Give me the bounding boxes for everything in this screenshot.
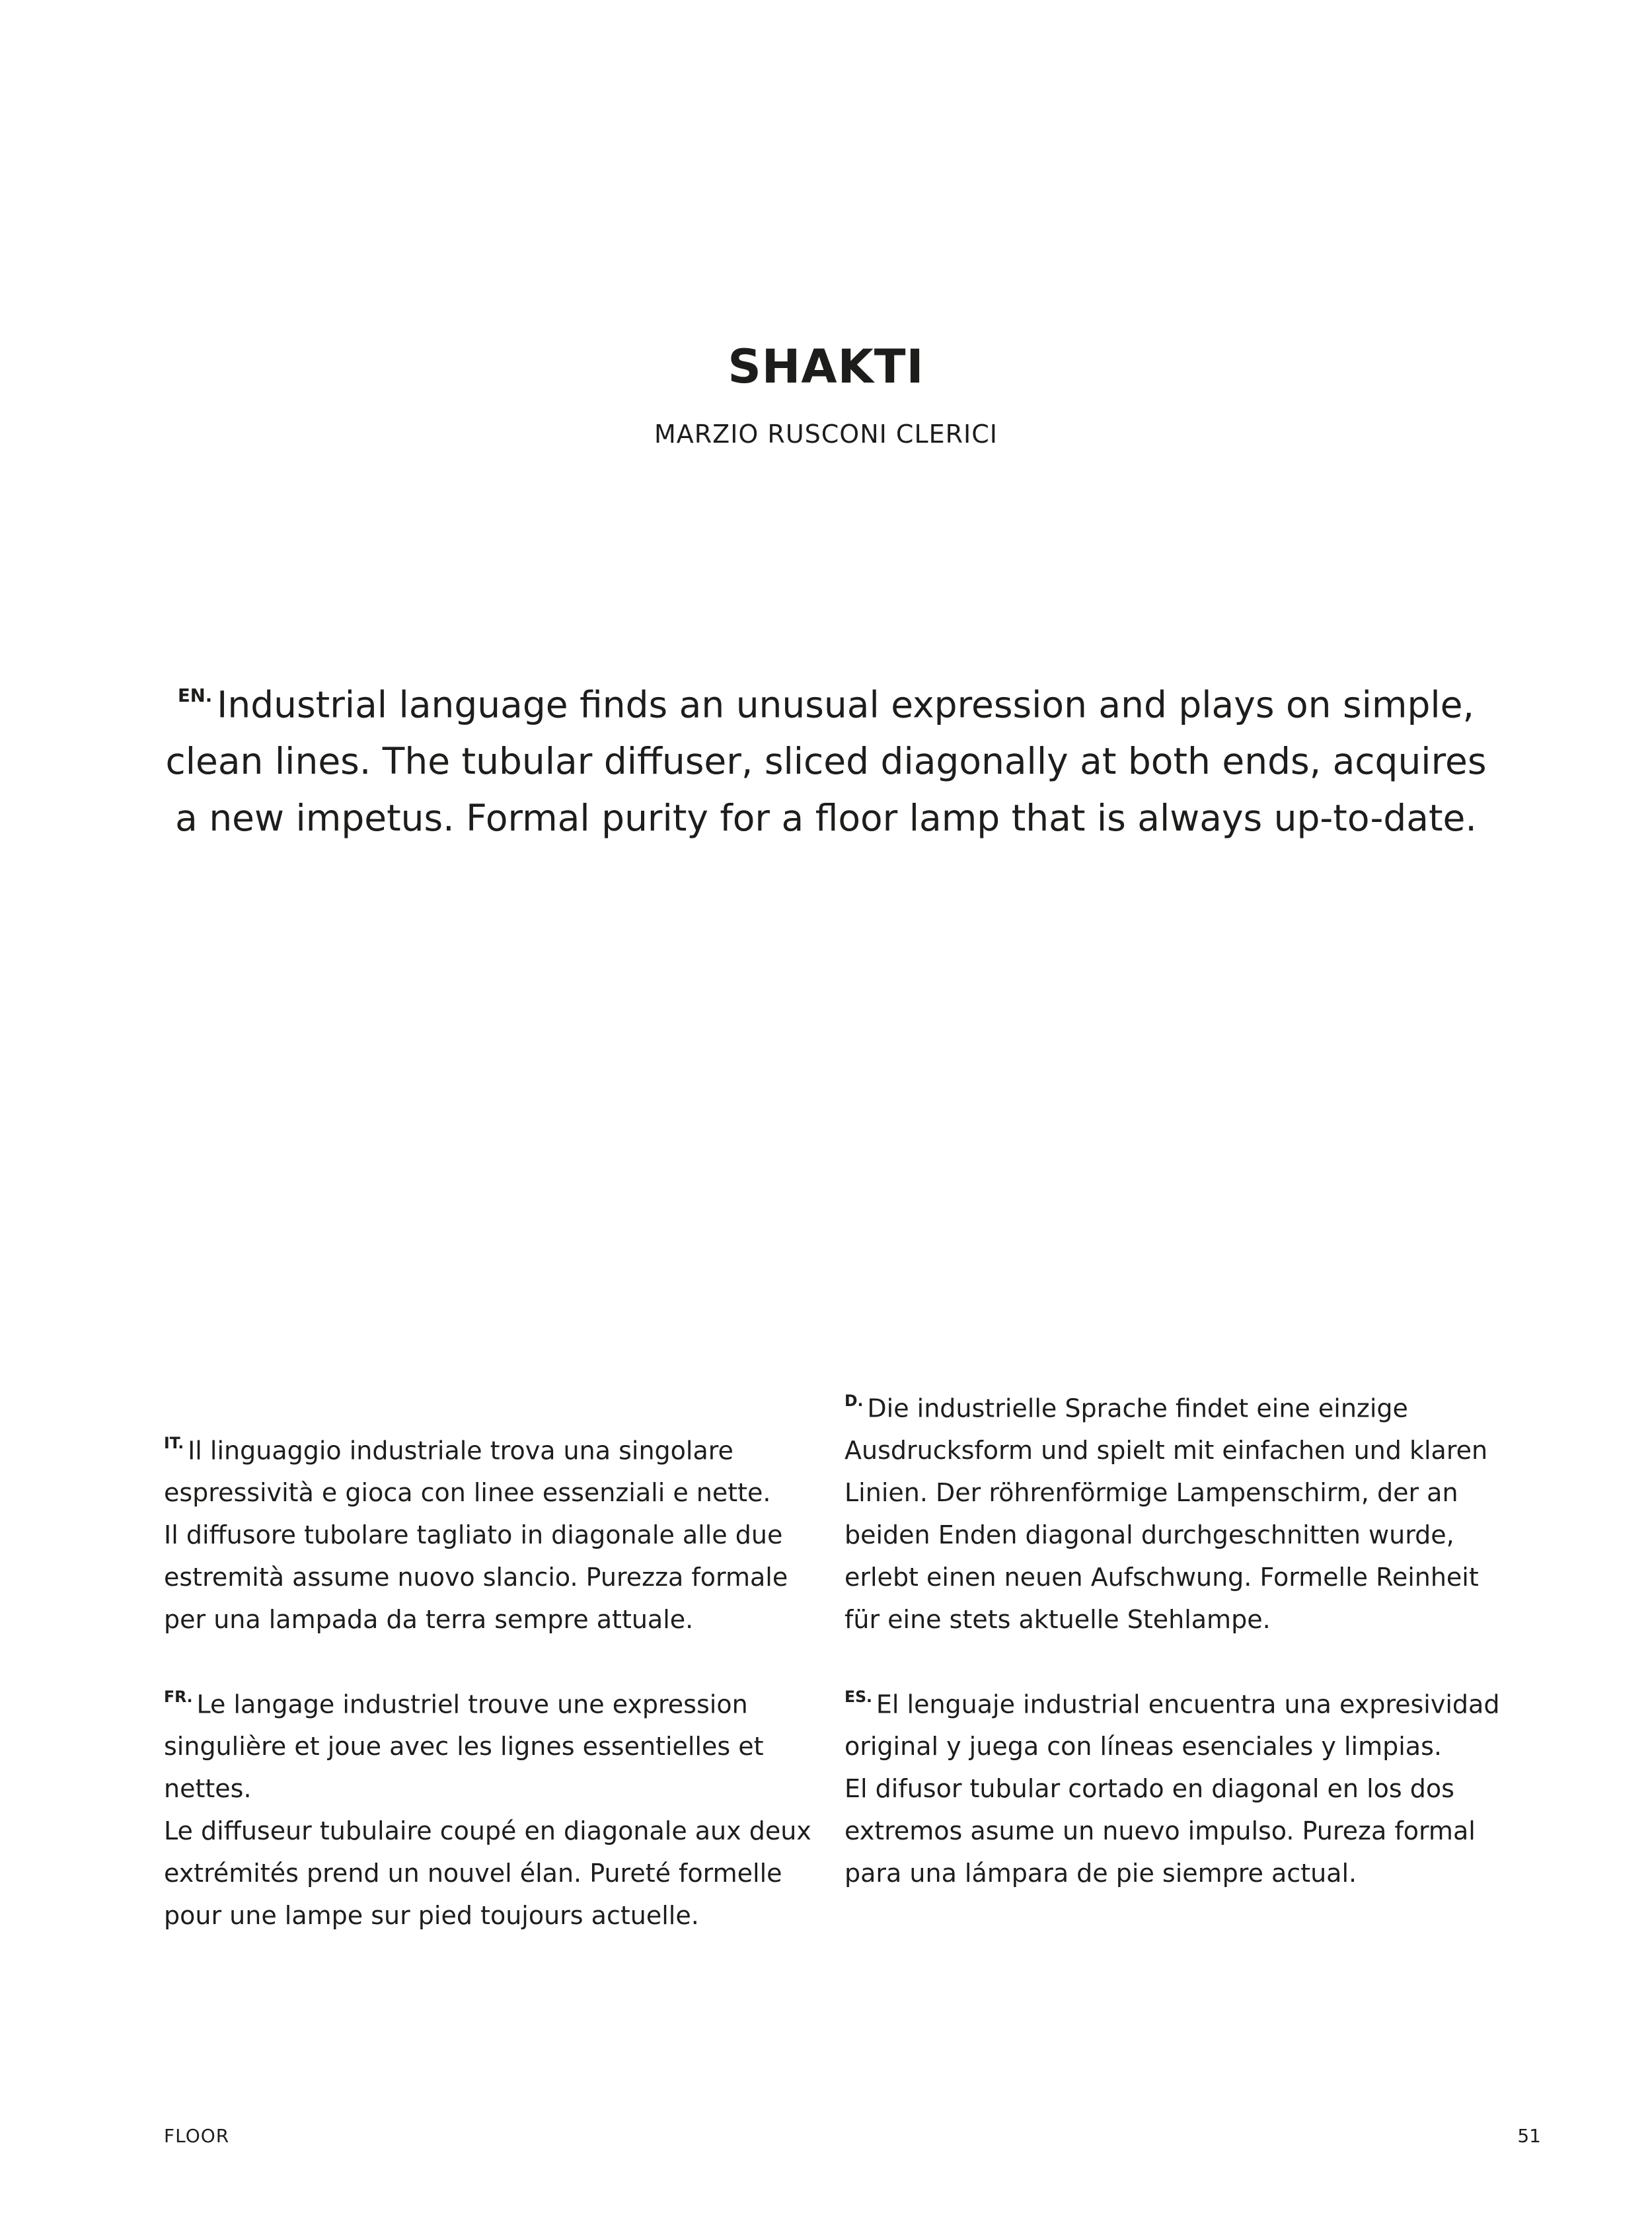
text-line: estremità assume nuovo slancio. Purezza formale — [164, 1563, 788, 1592]
text-line: Linien. Der röhrenförmige Lampenschirm, der an — [845, 1478, 1458, 1508]
text-line: Ausdrucksform und spielt mit einfachen und klaren — [845, 1436, 1488, 1466]
description-fr — [164, 1676, 831, 1937]
text-line: für eine stets aktuelle Stehlampe. — [845, 1605, 1271, 1635]
text-line: Le diffuseur tubulaire coupé en diagonale aux deux — [164, 1816, 811, 1846]
text-line: Le langage industriel trouve une expression — [196, 1690, 748, 1719]
page-title: SHAKTI — [728, 340, 924, 394]
lang-tag-it: IT. — [164, 1434, 184, 1452]
designer-name: MARZIO RUSCONI CLERICI — [654, 420, 998, 449]
text-line: original y juega con líneas esenciales y limpias. — [845, 1732, 1442, 1762]
lang-tag-fr: FR. — [164, 1688, 193, 1706]
page-number: 51 — [1517, 2125, 1541, 2147]
text-line: Die industrielle Sprache findet eine einzige — [867, 1394, 1408, 1423]
intro-line: a new impetus. Formal purity for a floor lamp that is always up-to-date. — [175, 797, 1477, 840]
footer-section-label: FLOOR — [164, 2125, 230, 2147]
lang-tag-de: D. — [845, 1392, 864, 1410]
lang-tag-en: EN. — [178, 685, 213, 706]
intro-line: Industrial language finds an unusual expression and plays on simple, — [217, 683, 1474, 726]
text-line: espressività e gioca con linee essenziali e nette. — [164, 1478, 771, 1508]
text-line: singulière et joue avec les lignes essentielles et nettes. — [164, 1732, 764, 1804]
text-line: El lenguaje industrial encuentra una expresividad — [876, 1690, 1500, 1719]
text-line: extrémités prend un nouvel élan. Pureté formelle — [164, 1859, 782, 1888]
text-line: para una lámpara de pie siempre actual. — [845, 1859, 1357, 1888]
description-es — [845, 1676, 1512, 1894]
intro-en — [132, 667, 1520, 846]
lang-tag-es: ES. — [845, 1688, 872, 1706]
description-de — [845, 1380, 1512, 1641]
intro-line: clean lines. The tubular diffuser, sliced diagonally at both ends, acquires — [165, 740, 1487, 783]
description-it — [164, 1422, 831, 1641]
text-line: El difusor tubular cortado en diagonal en los dos — [845, 1774, 1454, 1804]
text-line: erlebt einen neuen Aufschwung. Formelle Reinheit — [845, 1563, 1479, 1592]
text-line: per una lampada da terra sempre attuale. — [164, 1605, 694, 1635]
text-line: pour une lampe sur pied toujours actuelle. — [164, 1901, 699, 1931]
text-line: Il diffusore tubolare tagliato in diagonale alle due — [164, 1520, 783, 1550]
text-line: extremos asume un nuevo impulso. Pureza formal — [845, 1816, 1476, 1846]
text-line: Il linguaggio industriale trova una singolare — [188, 1436, 733, 1466]
text-line: beiden Enden diagonal durchgeschnitten wurde, — [845, 1520, 1454, 1550]
